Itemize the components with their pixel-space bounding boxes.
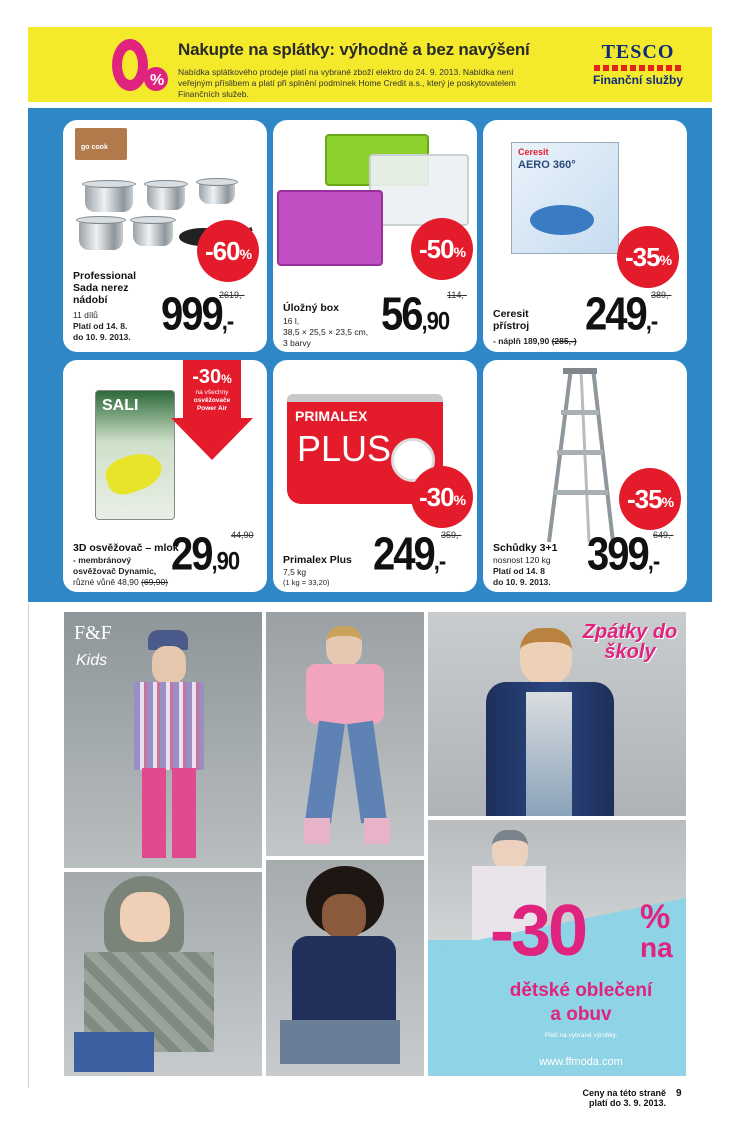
- product-desc-3: [73, 577, 168, 588]
- product-desc-1: nosnost 120 kg: [493, 555, 551, 565]
- promo-line-1: dětské oblečení: [509, 980, 653, 1001]
- discount-value: -60: [204, 235, 240, 266]
- desc-refill-old: (285,-): [551, 336, 577, 346]
- product-desc-1: 16 l,: [283, 316, 300, 326]
- promo-percent: %: [640, 898, 671, 936]
- product-grid: [28, 108, 712, 602]
- product-name: Úložný box: [283, 302, 340, 314]
- banner-headline: Nakupte na splátky: výhodně a bez navýšení: [178, 40, 530, 59]
- old-price: 114,-: [447, 290, 467, 300]
- discount-unit: %: [453, 244, 466, 260]
- price: [161, 289, 233, 341]
- price-sup: ,90: [211, 546, 240, 576]
- price-main: 249: [585, 289, 646, 340]
- tesco-logo-sub: Finanční služby: [592, 73, 683, 87]
- price: [587, 529, 659, 581]
- price: [585, 289, 657, 341]
- arrow-banner-text: [171, 366, 253, 413]
- product-card-boxes[interactable]: [273, 120, 477, 352]
- ceresit-illustration: [511, 142, 619, 254]
- product-name: Primalex Plus: [283, 554, 352, 566]
- product-desc-1: 11 dílů: [73, 310, 98, 320]
- product-card-ceresit[interactable]: [483, 120, 687, 352]
- tesco-logo-word: TESCO: [601, 41, 675, 63]
- product-desc-2: osvěžovač Dynamic,: [73, 566, 157, 576]
- footer-line-1: Ceny na této straně: [582, 1088, 666, 1098]
- price-main: 29: [171, 529, 212, 580]
- footer-validity: [540, 1088, 666, 1108]
- discount-value: -35: [624, 241, 660, 272]
- photo-boy-jacket: [428, 612, 686, 816]
- back-to-school-headline: Zpátky do školy: [582, 621, 678, 663]
- product-desc-3: 3 barvy: [283, 338, 311, 348]
- discount-badge: [411, 218, 473, 280]
- ceresit-label: Ceresit: [518, 147, 549, 157]
- price: [381, 289, 449, 341]
- ff-logo: F&F: [74, 622, 112, 644]
- arrow-discount-value: -30: [192, 366, 222, 388]
- product-desc-3: do 10. 9. 2013.: [493, 577, 551, 587]
- discount-unit: %: [659, 252, 672, 268]
- product-card-paint[interactable]: [273, 360, 477, 592]
- zero-percent-sign: %: [150, 72, 165, 89]
- page-number: 9: [676, 1088, 682, 1099]
- discount-unit: %: [453, 492, 466, 508]
- promo-panel: [428, 820, 686, 1076]
- price-sup: ,-: [433, 546, 446, 576]
- aero-label: AERO 360°: [518, 159, 576, 171]
- price-main: 56: [381, 289, 422, 340]
- discount-value: -35: [626, 483, 662, 514]
- desc-refill: - náplň 189,90: [493, 336, 550, 346]
- promo-discount: -30: [490, 891, 586, 971]
- promo-line-2: a obuv: [550, 1004, 612, 1025]
- primalex-label: PRIMALEX: [295, 408, 368, 424]
- old-price: 2619,-: [219, 290, 245, 300]
- product-desc-3: do 10. 9. 2013.: [73, 332, 131, 342]
- discount-badge: [619, 468, 681, 530]
- promo-discount-suffix: na: [640, 932, 673, 963]
- financing-banner: [28, 27, 712, 102]
- discount-unit: %: [239, 246, 252, 262]
- discount-unit: %: [661, 494, 674, 510]
- price-sup: ,-: [645, 306, 658, 336]
- footer-line-2: platí do 3. 9. 2013.: [588, 1098, 666, 1108]
- price-sup: ,-: [221, 306, 234, 336]
- old-price: 44,90: [231, 530, 254, 540]
- arrow-discount: [171, 366, 253, 389]
- banner-fine-print: Nabídka splátkového prodeje platí na vybrané zboží elektro do 24. 9. 2013. Nabídka není veřejným příslibem a platí při splnění podmínek Home Credit a.s., který je poskytovatelem Finančních služeb.: [178, 67, 516, 99]
- product-desc-1: [493, 336, 577, 347]
- discount-value: -50: [418, 233, 454, 264]
- photo-girl-pink: [266, 612, 424, 856]
- margin-line: [28, 604, 29, 1088]
- price: [373, 529, 445, 581]
- product-desc-1: - membránový: [73, 555, 132, 565]
- arrow-line-1: na všechny: [195, 389, 229, 396]
- sali-label: SALI: [102, 397, 139, 414]
- old-price: 649,-: [653, 530, 674, 540]
- tesco-stripes: [594, 65, 682, 71]
- price: [171, 529, 239, 581]
- plus-label: PLUS: [297, 428, 392, 469]
- product-card-ladder[interactable]: [483, 360, 687, 592]
- promo-note: Platí na vybrané výrobky.: [544, 1032, 618, 1039]
- old-price: 359,-: [441, 530, 462, 540]
- product-card-freshener[interactable]: [63, 360, 267, 592]
- photo-boy-curly: [266, 860, 424, 1076]
- discount-badge: [617, 226, 679, 288]
- gocook-brand-badge: [75, 128, 127, 160]
- price-sup: ,90: [421, 306, 450, 336]
- arrow-line-2: osvěžovače: [193, 397, 231, 404]
- product-name: Ceresit přístroj: [493, 308, 530, 332]
- freshener-illustration: [95, 390, 175, 520]
- photo-girl-cap: [64, 612, 262, 868]
- product-card-pots[interactable]: [63, 120, 267, 352]
- photo-boy-hood: [64, 872, 262, 1076]
- ff-kids-label: Kids: [76, 652, 108, 669]
- price-main: 399: [587, 529, 648, 580]
- product-name: 3D osvěžovač – mlok: [73, 542, 179, 554]
- price-sup: ,-: [647, 546, 660, 576]
- desc-scents-old: (69,90): [141, 577, 169, 587]
- arrow-line-3: Power Air: [196, 405, 228, 412]
- discount-badge: [411, 466, 473, 528]
- discount-value: -30: [418, 481, 454, 512]
- product-desc-2: (1 kg = 33,20): [283, 578, 330, 587]
- product-desc-2: Platí od 14. 8: [493, 566, 545, 576]
- product-desc-1: 7,5 kg: [283, 567, 307, 577]
- ladder-illustration: [541, 366, 621, 544]
- product-desc-2: Platí od 14. 8.: [73, 321, 128, 331]
- product-desc-2: 38,5 × 25,5 × 23,5 cm,: [283, 327, 369, 337]
- website-link[interactable]: www.ffmoda.com: [539, 1056, 623, 1068]
- arrow-discount-unit: %: [221, 372, 232, 386]
- product-name: Schůdky 3+1: [493, 542, 558, 554]
- discount-badge: [197, 220, 259, 282]
- tesco-logo: [588, 41, 688, 87]
- product-name: Professional Sada nerez nádobí: [73, 270, 137, 306]
- price-main: 249: [373, 529, 434, 580]
- desc-scents: různé vůně 48,90: [73, 577, 139, 587]
- price-main: 999: [161, 289, 222, 340]
- old-price: 389,-: [651, 290, 672, 300]
- gocook-label: go cook: [81, 144, 108, 151]
